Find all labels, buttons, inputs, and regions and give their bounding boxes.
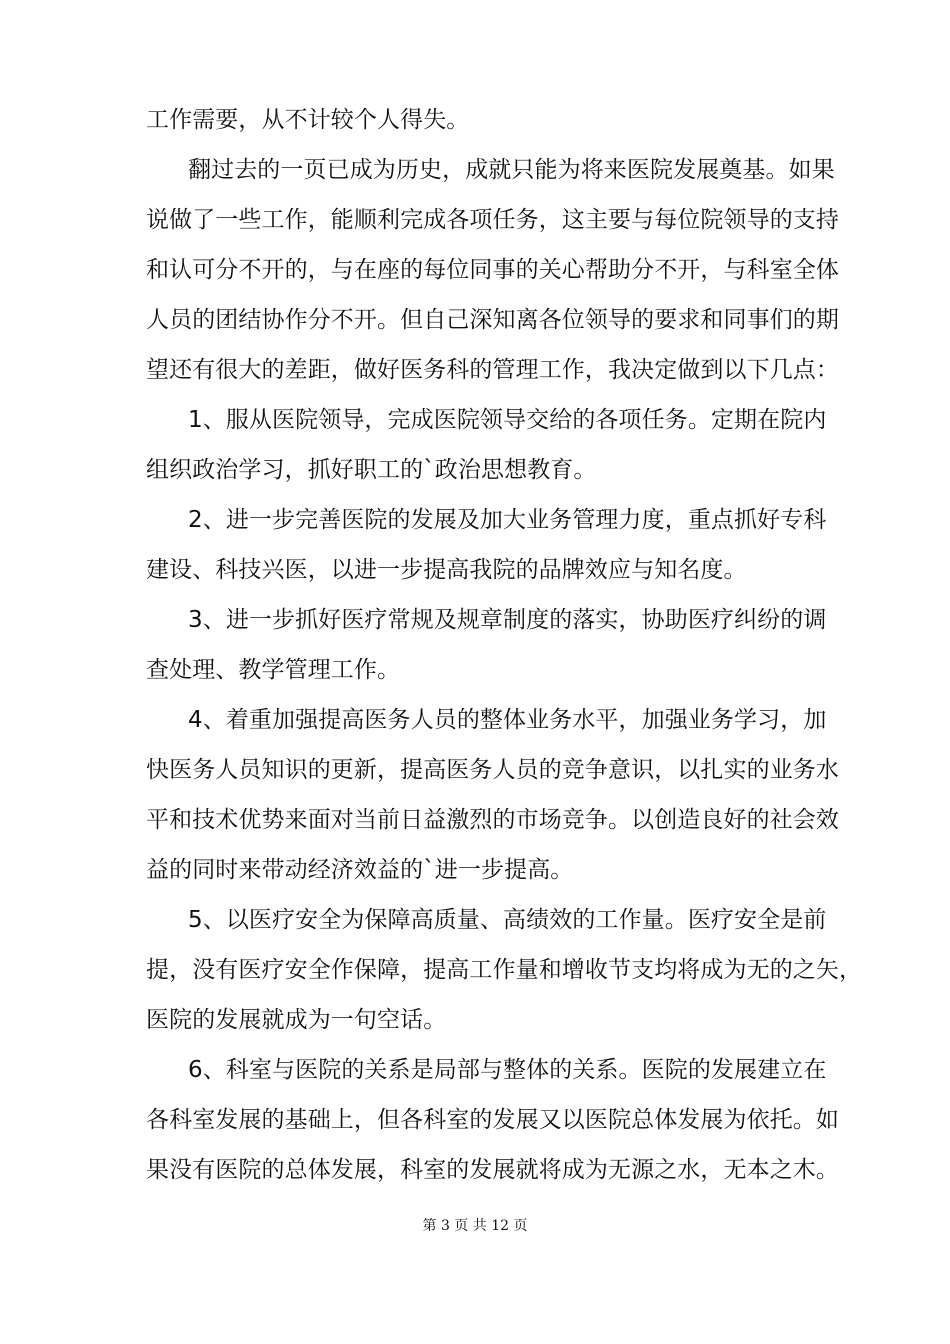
paragraph-line: 人员的团结协作分不开。但自己深知离各位领导的要求和同事们的期 [146, 307, 839, 333]
paragraph-line: 提，没有医疗安全作保障，提高工作量和增收节支均将成为无的之矢， [146, 957, 863, 983]
paragraph-line: 查处理、教学管理工作。 [146, 657, 401, 683]
paragraph-line: 果没有医院的总体发展，科室的发展就将成为无源之水，无本之木。 [146, 1157, 839, 1183]
paragraph-line: 和认可分不开的，与在座的每位同事的关心帮助分不开，与科室全体 [146, 257, 839, 283]
paragraph-line: 望还有很大的差距，做好医务科的管理工作，我决定做到以下几点： [146, 357, 839, 383]
paragraph-line: 1、服从医院领导，完成医院领导交给的各项任务。定期在院内 [188, 407, 827, 433]
paragraph-line: 5、以医疗安全为保障高质量、高绩效的工作量。医疗安全是前 [188, 907, 827, 933]
paragraph-line: 说做了一些工作，能顺利完成各项任务，这主要与每位院领导的支持 [146, 207, 839, 233]
paragraph-line: 建设、科技兴医，以进一步提高我院的品牌效应与知名度。 [146, 557, 747, 583]
paragraph-line: 3、进一步抓好医疗常规及规章制度的落实，协助医疗纠纷的调 [188, 607, 827, 633]
paragraph-line: 各科室发展的基础上，但各科室的发展又以医院总体发展为依托。如 [146, 1107, 839, 1133]
page-number-footer: 第 3 页 共 12 页 [422, 1218, 528, 1234]
paragraph-line: 工作需要，从不计较个人得失。 [146, 107, 470, 133]
paragraph-line: 医院的发展就成为一句空话。 [146, 1007, 447, 1033]
paragraph-line: 益的同时来带动经济效益的`进一步提高。 [146, 857, 574, 883]
paragraph-line: 平和技术优势来面对当前日益激烈的市场竞争。以创造良好的社会效 [146, 807, 839, 833]
paragraph-line: 4、着重加强提高医务人员的整体业务水平，加强业务学习，加 [188, 707, 827, 733]
paragraph-line: 6、科室与医院的关系是局部与整体的关系。医院的发展建立在 [188, 1057, 827, 1083]
paragraph-line: 翻过去的一页已成为历史，成就只能为将来医院发展奠基。如果 [188, 157, 835, 183]
paragraph-line: 快医务人员知识的更新，提高医务人员的竞争意识，以扎实的业务水 [146, 757, 839, 783]
paragraph-line: 组织政治学习，抓好职工的`政治思想教育。 [146, 457, 597, 483]
paragraph-line: 2、进一步完善医院的发展及加大业务管理力度，重点抓好专科 [188, 507, 827, 533]
